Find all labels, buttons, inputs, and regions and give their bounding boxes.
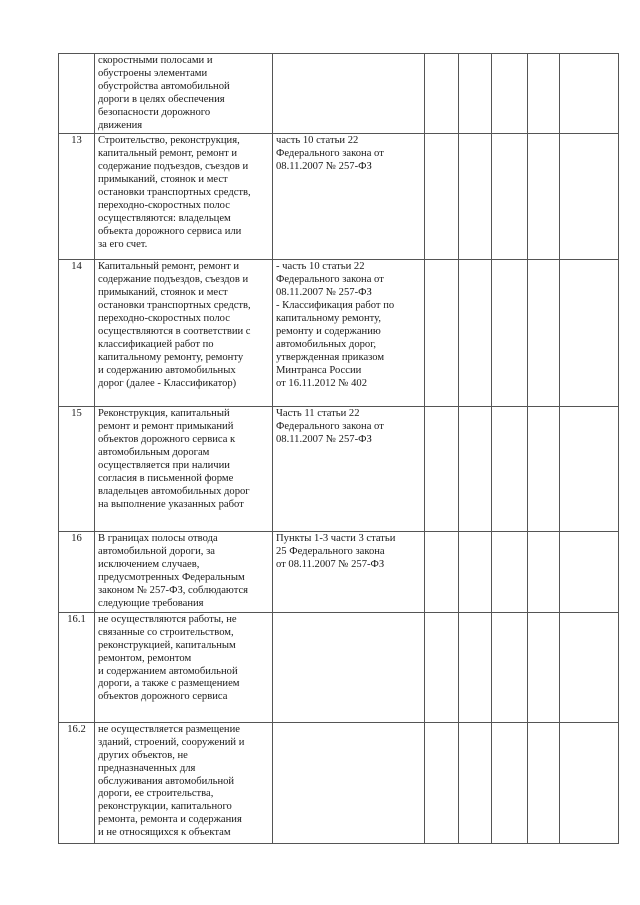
requirement-text: В границах полосы отвода автомобильной дороги, за исключением случаев, предусмотренных Федеральным законом № 257-ФЗ, соблюдаются следующие требования (95, 532, 273, 612)
empty-cell (459, 260, 492, 407)
empty-cell (425, 532, 459, 612)
table-row (59, 54, 619, 134)
table-row (59, 134, 619, 260)
row-number: 16.2 (59, 722, 95, 843)
empty-cell (492, 54, 528, 134)
requirement-text: Реконструкция, капитальный ремонт и ремонт примыканий объектов дорожного сервиса к автомобильным дорогам осуществляется при наличии согласия в письменной форме владельцев автомобильных дорог на выполнение указанных работ (95, 407, 273, 532)
requirement-text: скоростными полосами и обустроены элементами обустройства автомобильной дороги в целях обеспечения безопасности дорожного движения (95, 54, 273, 134)
empty-cell (560, 532, 619, 612)
requirement-text: Капитальный ремонт, ремонт и содержание подъездов, съездов и примыканий, стоянок и мест остановки транспортных средств, переходно-скоростных полос осуществляются в соответствии с классификацией работ по капитальному ремонту, ремонту и содержанию автомобильных дорог (далее - Классификатор) (95, 260, 273, 407)
table-row (59, 722, 619, 843)
empty-cell (560, 407, 619, 532)
legal-reference: Часть 11 статьи 22 Федерального закона от 08.11.2007 № 257-ФЗ (273, 407, 425, 532)
requirement-text: не осуществляются работы, не связанные со строительством, реконструкцией, капитальным ремонтом, ремонтом и содержанием автомобильной дороги, а также с размещением объектов дорожного сервиса (95, 612, 273, 722)
legal-reference (273, 722, 425, 843)
legal-reference: Пункты 1-3 части 3 статьи 25 Федерального закона от 08.11.2007 № 257-ФЗ (273, 532, 425, 612)
empty-cell (560, 260, 619, 407)
empty-cell (492, 134, 528, 260)
empty-cell (492, 532, 528, 612)
empty-cell (425, 134, 459, 260)
empty-cell (425, 407, 459, 532)
empty-cell (528, 612, 560, 722)
empty-cell (425, 722, 459, 843)
table-row (59, 612, 619, 722)
legal-reference (273, 54, 425, 134)
empty-cell (528, 134, 560, 260)
empty-cell (560, 612, 619, 722)
empty-cell (492, 722, 528, 843)
empty-cell (492, 612, 528, 722)
row-number (59, 54, 95, 134)
row-number: 16 (59, 532, 95, 612)
empty-cell (459, 134, 492, 260)
legal-reference: часть 10 статьи 22 Федерального закона от 08.11.2007 № 257-ФЗ (273, 134, 425, 260)
empty-cell (528, 407, 560, 532)
empty-cell (459, 612, 492, 722)
empty-cell (560, 722, 619, 843)
empty-cell (528, 260, 560, 407)
legal-reference: - часть 10 статьи 22 Федерального закона от 08.11.2007 № 257-ФЗ - Классификация работ по капитальному ремонту, ремонту и содержанию автомобильных дорог, утвержденная приказом Минтранса России от 16.11.2012 № 402 (273, 260, 425, 407)
table-row (59, 407, 619, 532)
empty-cell (492, 407, 528, 532)
empty-cell (528, 54, 560, 134)
table-row (59, 260, 619, 407)
legal-reference (273, 612, 425, 722)
empty-cell (560, 54, 619, 134)
row-number: 13 (59, 134, 95, 260)
empty-cell (459, 407, 492, 532)
empty-cell (425, 260, 459, 407)
empty-cell (528, 532, 560, 612)
empty-cell (459, 532, 492, 612)
row-number: 15 (59, 407, 95, 532)
row-number: 16.1 (59, 612, 95, 722)
requirements-table (58, 53, 619, 844)
empty-cell (528, 722, 560, 843)
empty-cell (459, 722, 492, 843)
empty-cell (425, 612, 459, 722)
requirement-text: не осуществляется размещение зданий, строений, сооружений и других объектов, не предназначенных для обслуживания автомобильной дороги, ее строительства, реконструкции, капитального ремонта, ремонта и содержания и не относящихся к объектам (95, 722, 273, 843)
empty-cell (425, 54, 459, 134)
row-number: 14 (59, 260, 95, 407)
empty-cell (560, 134, 619, 260)
table-row (59, 532, 619, 612)
empty-cell (492, 260, 528, 407)
requirement-text: Строительство, реконструкция, капитальный ремонт, ремонт и содержание подъездов, съездов и примыканий, стоянок и мест остановки транспортных средств, переходно-скоростных полос осуществляются: владельцем объекта дорожного сервиса или за его счет. (95, 134, 273, 260)
empty-cell (459, 54, 492, 134)
